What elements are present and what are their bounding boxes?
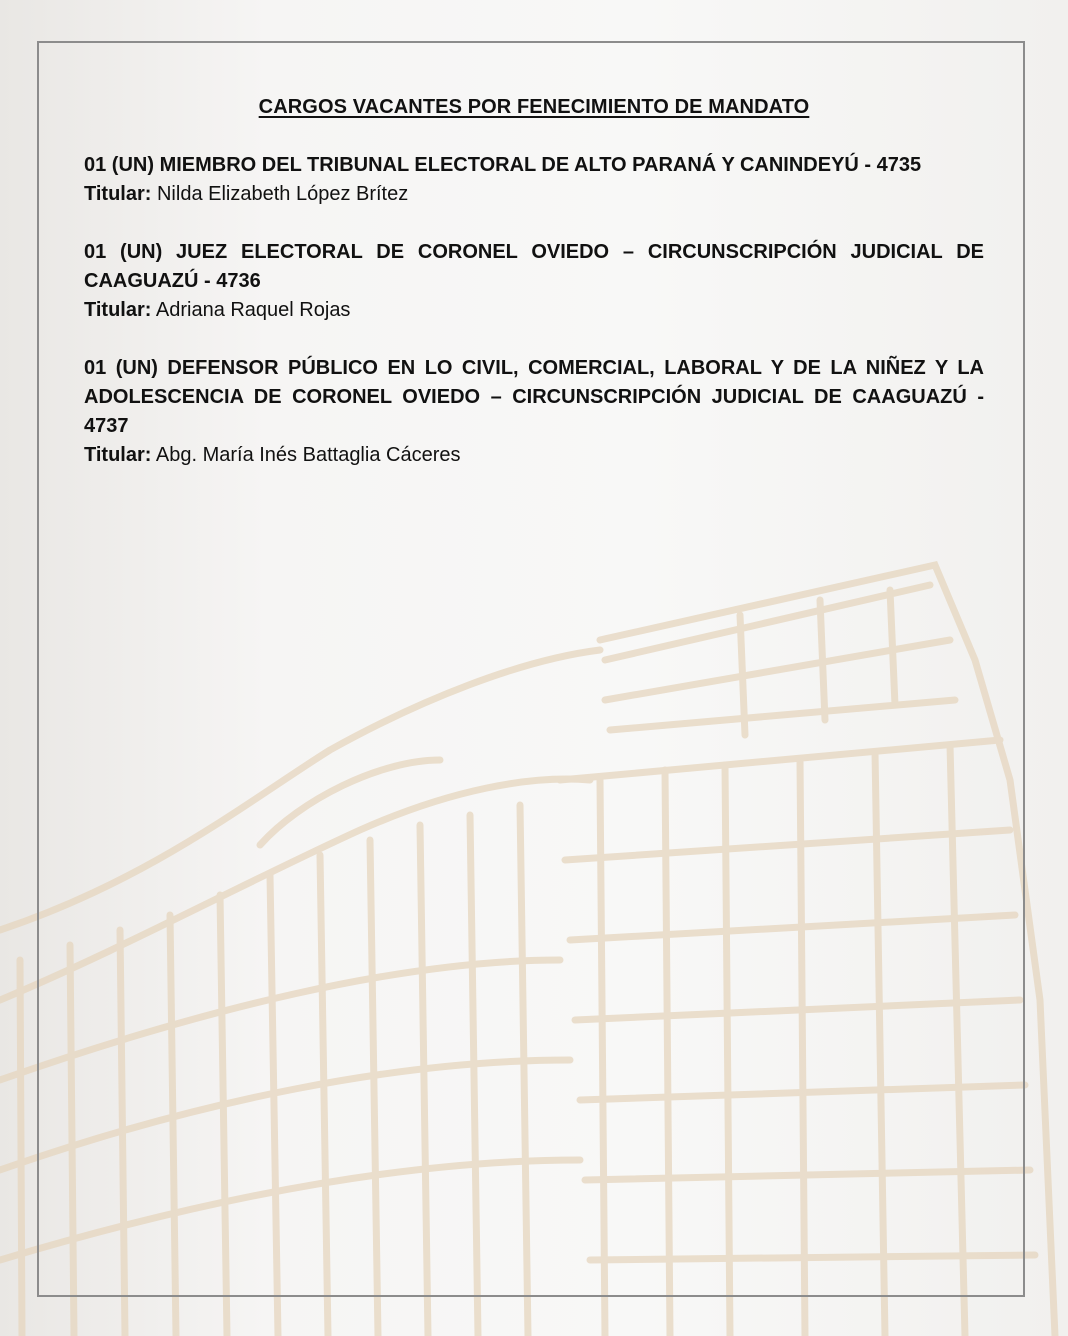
vacancy-holder: [84, 296, 984, 325]
vacancy-item: [84, 151, 984, 209]
document-body: [84, 96, 984, 499]
holder-name: Abg. María Inés Battaglia Cáceres: [155, 444, 461, 466]
vacancy-item: [84, 238, 984, 325]
holder-label: Titular:: [84, 299, 152, 321]
vacancy-holder: [84, 441, 984, 470]
vacancy-holder: [84, 180, 984, 209]
vacancy-item: [84, 354, 984, 470]
vacancy-heading: 01 (UN) DEFENSOR PÚBLICO EN LO CIVIL, COMERCIAL, LABORAL Y DE LA NIÑEZ Y LA ADOLESCENCIA DE CORONEL OVIEDO – CIRCUNSCRIPCIÓN JUDICIAL DE CAAGUAZÚ - 4737: [84, 357, 984, 437]
holder-name: Adriana Raquel Rojas: [155, 299, 351, 321]
vacancy-heading: 01 (UN) JUEZ ELECTORAL DE CORONEL OVIEDO – CIRCUNSCRIPCIÓN JUDICIAL DE CAAGUAZÚ - 4736: [84, 241, 984, 292]
holder-name: Nilda Elizabeth López Brítez: [156, 183, 409, 205]
document-title: CARGOS VACANTES POR FENECIMIENTO DE MANDATO: [258, 96, 810, 118]
vacancy-heading: 01 (UN) MIEMBRO DEL TRIBUNAL ELECTORAL DE ALTO PARANÁ Y CANINDEYÚ - 4735: [84, 154, 922, 176]
holder-label: Titular:: [84, 183, 152, 205]
holder-label: Titular:: [84, 444, 152, 466]
